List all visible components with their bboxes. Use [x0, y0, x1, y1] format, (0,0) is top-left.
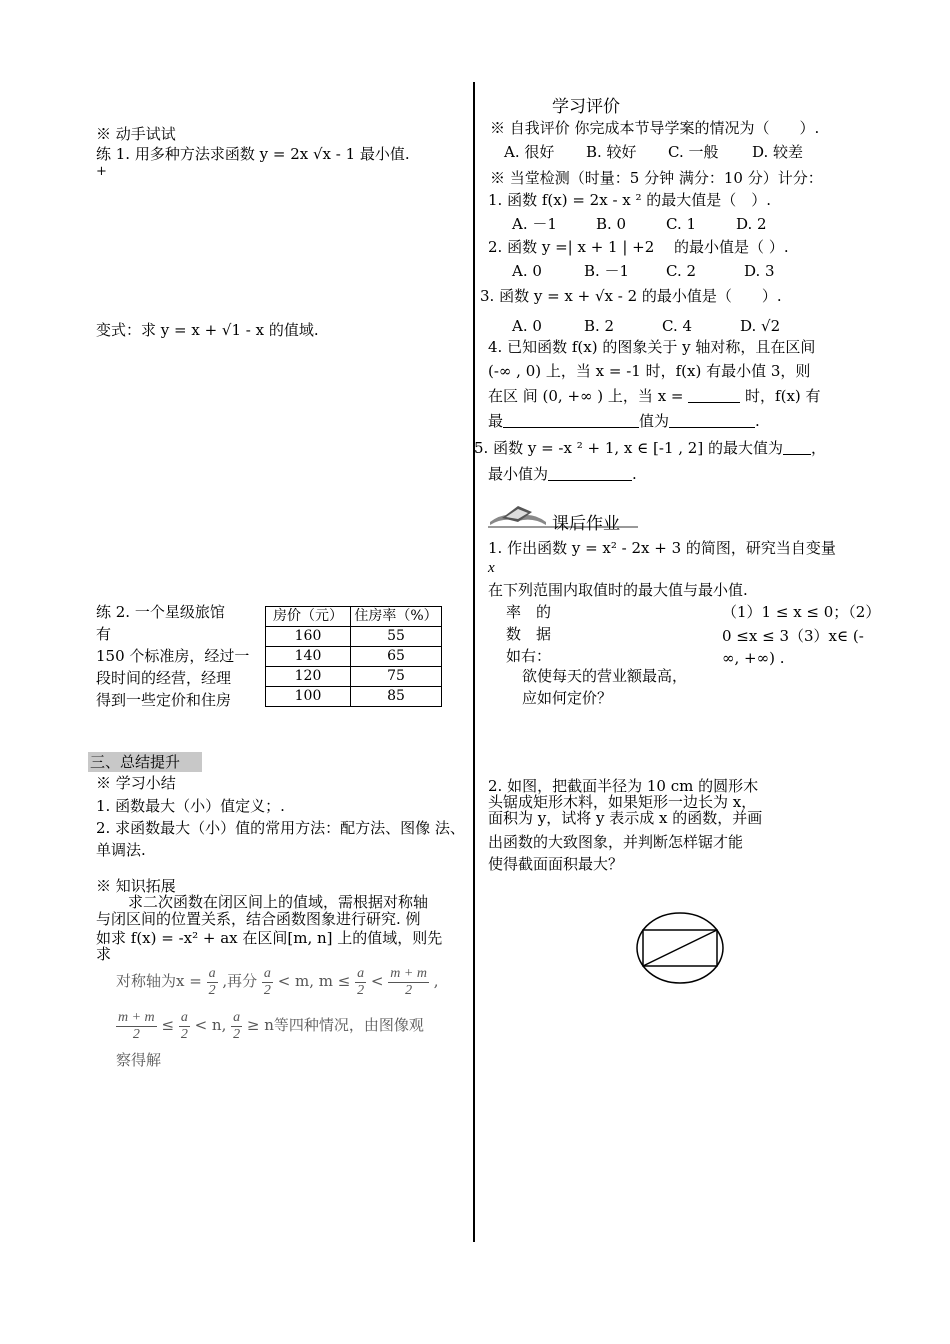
fraction	[179, 1010, 190, 1043]
question-5-line-2	[488, 464, 637, 484]
exercise-2-line: 150 个标准房，经过一	[96, 647, 250, 665]
exercise-1-mark: +	[96, 164, 107, 179]
q1-option-c: C. 1	[666, 215, 697, 233]
table-row	[266, 687, 442, 707]
conclusion-text: 察得解	[116, 1051, 162, 1069]
extension-line: 求	[96, 945, 112, 963]
summary-title: 三、总结提升	[90, 753, 181, 771]
table-cell: 160	[266, 627, 351, 647]
formula-text: <	[370, 972, 384, 990]
fraction	[262, 966, 273, 999]
homework-2-line: 使得截面面积最大？	[488, 855, 624, 873]
self-eval-option-c: C. 一般	[668, 143, 719, 161]
fraction	[388, 966, 429, 999]
denominator: 2	[180, 1026, 188, 1042]
denominator: 2	[132, 1026, 140, 1042]
rate-text: 如右：	[506, 647, 552, 665]
question-2: 2. 函数 y =| x + 1 | +2 的最小值是（ ）.	[488, 238, 789, 256]
table-cell: 85	[351, 687, 442, 707]
formula-text: 对称轴为x =	[116, 972, 202, 990]
answer-blank[interactable]	[669, 412, 755, 428]
table-cell: 100	[266, 687, 351, 707]
question-4-line-3	[488, 386, 821, 406]
formula-text: < n,	[194, 1016, 227, 1034]
self-evaluation: ※ 自我评价 你完成本节导学案的情况为（ ）.	[490, 119, 820, 137]
table-row	[266, 627, 442, 647]
q2-option-a: A. 0	[512, 262, 542, 280]
summary-item-2-cont: 单调法.	[96, 841, 146, 859]
table-header: 住房率（%）	[351, 607, 442, 627]
q4-text: .	[755, 412, 760, 430]
q4-text: 最	[488, 412, 504, 430]
q4-text: 在区 间 (0, +∞ ) 上，当 x =	[488, 387, 684, 405]
q2-option-c: C. 2	[666, 262, 697, 280]
table-header-row	[266, 607, 442, 627]
cases-formula	[116, 1006, 424, 1044]
fraction	[116, 1010, 157, 1043]
table-row	[266, 667, 442, 687]
symmetry-axis-formula	[116, 962, 439, 1000]
exercise-2-line: 段时间的经营，经理	[96, 669, 232, 687]
formula-text: < m, m ≤	[277, 972, 351, 990]
denominator: 2	[233, 1026, 241, 1042]
numerator: a	[208, 965, 216, 981]
homework-2-line: 2. 如图，把截面半径为 10 cm 的圆形木	[488, 777, 759, 795]
answer-blank[interactable]	[503, 412, 639, 428]
answer-blank[interactable]	[688, 387, 740, 403]
exercise-2-line: 练 2. 一个星级旅馆	[96, 603, 225, 621]
exercise-1: 练 1. 用多种方法求函数 y = 2x √x - 1 最小值.	[96, 145, 410, 163]
rate-text: 数 据	[506, 625, 552, 643]
question-4-line-4	[488, 411, 760, 431]
formula-text: ≥ n等四种情况，由图像观	[246, 1016, 424, 1034]
exercise-2-line: 得到一些定价和住房	[96, 691, 232, 709]
q2-option-d: D. 3	[744, 262, 775, 280]
q1-option-a: A. －1	[512, 215, 557, 233]
evaluation-title: 学习评价	[552, 97, 620, 117]
range-condition: （1）1 ≤ x ≤ 0；（2）	[722, 603, 881, 621]
fraction	[355, 966, 366, 999]
pricing-question: 应如何定价？	[522, 689, 613, 707]
homework-2-line: 出函数的大致图象，并判断怎样锯才能	[488, 833, 744, 851]
homework-1-line-2: 在下列范围内取值时的最大值与最小值.	[488, 581, 748, 599]
homework-title: 课后作业	[552, 514, 620, 534]
pricing-question: 欲使每天的营业额最高，	[522, 667, 688, 685]
study-summary-heading: ※ 学习小结	[96, 774, 176, 792]
variant-question: 变式：求 y = x + √1 - x 的值域.	[96, 321, 319, 339]
table-cell: 120	[266, 667, 351, 687]
question-5-line-1	[474, 438, 826, 458]
homework-2-line: 面积为 y，试将 y 表示成 x 的函数，并画	[488, 809, 763, 827]
fraction	[207, 966, 218, 999]
denominator: 2	[357, 982, 365, 998]
range-condition: 0 ≤x ≤ 3（3）x∈ (-	[722, 627, 864, 645]
book-icon	[488, 498, 548, 528]
question-4-line-2: (-∞ , 0) 上，当 x = -1 时，f(x) 有最小值 3，则	[488, 362, 811, 380]
homework-2-line: 头锯成矩形木料，如果矩形一边长为 x，	[488, 793, 757, 811]
self-eval-option-b: B. 较好	[586, 143, 637, 161]
answer-blank[interactable]	[548, 465, 632, 481]
q2-option-b: B. －1	[584, 262, 630, 280]
try-heading: ※ 动手试试	[96, 125, 176, 143]
q3-option-d: D. √2	[740, 317, 781, 335]
question-3: 3. 函数 y = x + √x - 2 的最小值是（ ）.	[480, 287, 782, 305]
denominator: 2	[405, 982, 413, 998]
q4-text: 值为	[639, 412, 670, 430]
q3-option-c: C. 4	[662, 317, 693, 335]
range-condition: ∞, +∞) .	[722, 649, 785, 667]
table-row	[266, 647, 442, 667]
exercise-2-line: 有	[96, 625, 112, 643]
numerator: a	[263, 965, 271, 981]
formula-text: ,再分	[222, 972, 258, 990]
summary-item-2: 2. 求函数最大（小）值的常用方法：配方法、图像 法、	[96, 819, 465, 837]
column-divider	[473, 82, 475, 1242]
homework-1-line-1: 1. 作出函数 y = x² - 2x + 3 的简图，研究当自变量	[488, 539, 836, 557]
self-eval-option-a: A. 很好	[504, 143, 555, 161]
q3-option-a: A. 0	[512, 317, 542, 335]
price-table	[265, 606, 442, 707]
table-cell: 140	[266, 647, 351, 667]
extension-line: 与闭区间的位置关系，结合函数图象进行研究. 例	[96, 910, 421, 928]
q1-option-b: B. 0	[596, 215, 627, 233]
numerator: a	[180, 1009, 188, 1025]
q5-text: 最小值为	[488, 465, 549, 483]
rate-text: 率 的	[506, 603, 552, 621]
table-cell: 75	[351, 667, 442, 687]
extension-line: 求二次函数在闭区间上的值域，需根据对称轴	[128, 893, 429, 911]
numerator: m + m	[118, 1009, 155, 1025]
question-4-line-1: 4. 已知函数 f(x) 的图象关于 y 轴对称，且在区间	[488, 338, 816, 356]
knowledge-extension-heading: ※ 知识拓展	[96, 877, 176, 895]
circle-rectangle-diagram	[634, 910, 726, 986]
formula-text: ≤	[161, 1016, 175, 1034]
q1-option-d: D. 2	[736, 215, 767, 233]
self-eval-option-d: D. 较差	[752, 143, 804, 161]
rectangle-diagonal	[643, 930, 717, 966]
homework-1-variable: x	[488, 560, 495, 576]
table-cell: 55	[351, 627, 442, 647]
numerator: a	[233, 1009, 241, 1025]
in-class-test-heading: ※ 当堂检测（时量：5 分钟 满分：10 分）计分：	[490, 169, 823, 187]
q5-text: 5. 函数 y = -x ² + 1, x ∈ [-1 , 2] 的最大值为	[474, 439, 783, 457]
answer-blank[interactable]	[783, 439, 811, 455]
table-cell: 65	[351, 647, 442, 667]
q5-text: .	[632, 465, 637, 483]
q4-text: 时，f(x) 有	[745, 387, 821, 405]
formula-text: ,	[433, 972, 439, 990]
summary-item-1: 1. 函数最大（小）值定义；.	[96, 797, 285, 815]
fraction	[231, 1010, 242, 1043]
table-header: 房价（元）	[266, 607, 351, 627]
q5-text: ，	[810, 439, 826, 457]
question-1: 1. 函数 f(x) = 2x - x ² 的最大值是（ ）.	[488, 191, 772, 209]
numerator: a	[357, 965, 365, 981]
q3-option-b: B. 2	[584, 317, 615, 335]
denominator: 2	[208, 982, 216, 998]
numerator: m + m	[390, 965, 427, 981]
denominator: 2	[263, 982, 271, 998]
extension-line: 如求 f(x) = -x² + ax 在区间[m, n] 上的值域，则先	[96, 929, 443, 947]
